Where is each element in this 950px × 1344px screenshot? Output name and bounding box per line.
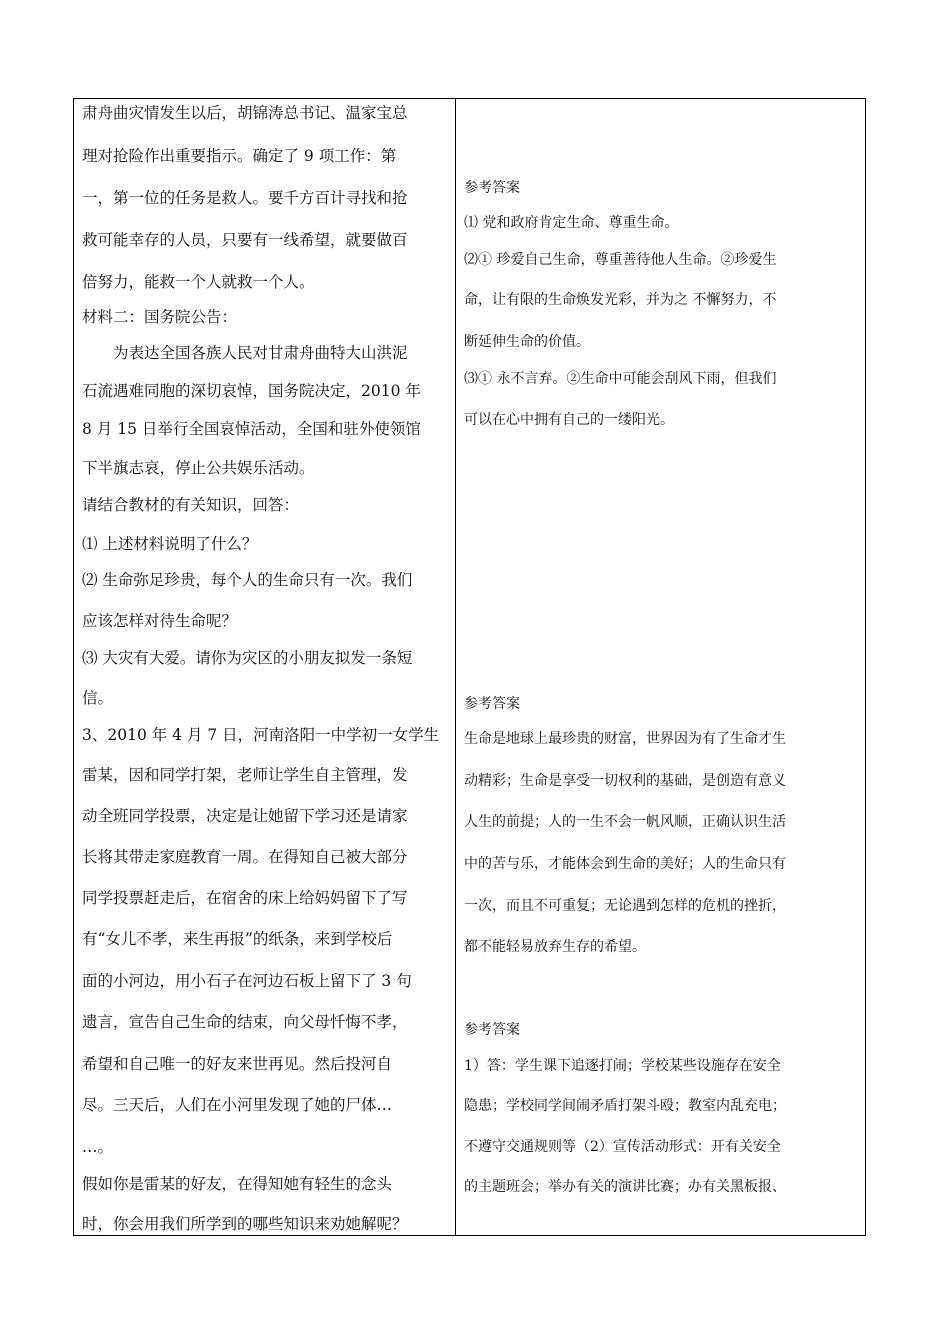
question-line: 长将其带走家庭教育一周。在得知自己被大部分 bbox=[82, 848, 408, 866]
question-line: 动全班同学投票，决定是让她留下学习还是请家 bbox=[82, 807, 408, 825]
question-line: …。 bbox=[82, 1138, 114, 1156]
answer-line: 不遵守交通规则等（2）宣传活动形式：开有关安全 bbox=[464, 1139, 781, 1155]
answer-heading: 参考答案 bbox=[464, 696, 520, 712]
question-item: ⑴ 上述材料说明了什么？ bbox=[82, 535, 258, 553]
question-line: 为表达全国各族人民对甘肃舟曲特大山洪泥 bbox=[113, 344, 408, 362]
answer-line: 生命是地球上最珍贵的财富，世界因为有了生命才生 bbox=[464, 731, 786, 747]
question-line: 应该怎样对待生命呢？ bbox=[82, 612, 238, 630]
question-line: 肃舟曲灾情发生以后，胡锦涛总书记、温家宝总 bbox=[82, 104, 408, 122]
answer-line: ⑶① 永不言弃。②生命中可能会刮风下雨，但我们 bbox=[464, 371, 777, 387]
answer-line: 人生的前提；人的一生不会一帆风顺，正确认识生活 bbox=[464, 814, 786, 830]
answer-line: 动精彩；生命是享受一切权利的基础，是创造有意义 bbox=[464, 773, 786, 789]
question-item: ⑵ 生命弥足珍贵，每个人的生命只有一次。我们 bbox=[82, 571, 413, 589]
question-line: 有“女儿不孝，来生再报”的纸条，来到学校后 bbox=[82, 930, 393, 948]
question-line: 遗言，宣告自己生命的结束，向父母忏悔不孝， bbox=[82, 1013, 408, 1031]
answer-line: 的主题班会；举办有关的演讲比赛；办有关黑板报、 bbox=[464, 1179, 786, 1195]
answer-heading: 参考答案 bbox=[464, 1022, 520, 1038]
question-line: 下半旗志哀，停止公共娱乐活动。 bbox=[82, 459, 315, 477]
answer-line: 都不能轻易放弃生存的希望。 bbox=[464, 939, 646, 955]
answer-line: 1）答：学生课下追逐打闹；学校某些设施存在安全 bbox=[464, 1058, 781, 1074]
question-line: 请结合教材的有关知识，回答： bbox=[82, 496, 300, 514]
question-line: 希望和自己唯一的好友来世再见。然后投河自 bbox=[82, 1055, 393, 1073]
answer-heading: 参考答案 bbox=[464, 180, 520, 196]
question-line: 石流遇难同胞的深切哀悼，国务院决定，2010 年 bbox=[82, 382, 421, 400]
question-line: 尽。三天后，人们在小河里发现了她的尸体… bbox=[82, 1096, 393, 1114]
answer-line: 隐患；学校同学间闹矛盾打架斗殴；教室内乱充电； bbox=[464, 1098, 786, 1114]
question-line: 时，你会用我们所学到的哪些知识来劝她解呢？ bbox=[82, 1215, 408, 1233]
question-line: 同学投票赶走后，在宿舍的床上给妈妈留下了写 bbox=[82, 889, 408, 907]
answer-line: 中的苦与乐，才能体会到生命的美好；人的生命只有 bbox=[464, 856, 786, 872]
answer-line: ⑴ 党和政府肯定生命、尊重生命。 bbox=[464, 215, 679, 231]
material-heading: 材料二：国务院公告： bbox=[82, 308, 238, 326]
question-line: 理对抢险作出重要指示。确定了 9 项工作：第 bbox=[82, 147, 397, 165]
question-line: 假如你是雷某的好友，在得知她有轻生的念头 bbox=[82, 1175, 393, 1193]
question-line: 倍努力，能救一个人就救一个人。 bbox=[82, 273, 315, 291]
question-line: 面的小河边，用小石子在河边石板上留下了 3 句 bbox=[82, 972, 412, 990]
answer-line: 一次，而且不可重复；无论遇到怎样的危机的挫折， bbox=[464, 898, 786, 914]
question-line: 雷某，因和同学打架，老师让学生自主管理，发 bbox=[82, 766, 408, 784]
question-item: ⑶ 大灾有大爱。请你为灾区的小朋友拟发一条短 bbox=[82, 649, 413, 667]
answer-line: ⑵① 珍爱自己生命，尊重善待他人生命。②珍爱生 bbox=[464, 252, 777, 268]
question-line: 信。 bbox=[82, 689, 114, 707]
question-line: 救可能幸存的人员，只要有一线希望，就要做百 bbox=[82, 231, 408, 249]
question-line: 3、2010 年 4 月 7 日，河南洛阳一中学初一女学生 bbox=[82, 726, 440, 744]
answer-line: 断延伸生命的价值。 bbox=[464, 334, 590, 350]
answer-line: 命，让有限的生命焕发光彩，并为之 不懈努力，不 bbox=[464, 292, 777, 308]
question-line: 一，第一位的任务是救人。要千方百计寻找和抢 bbox=[82, 189, 408, 207]
column-divider bbox=[455, 98, 456, 1236]
question-line: 8 月 15 日举行全国哀悼活动，全国和驻外使领馆 bbox=[82, 420, 421, 438]
answer-line: 可以在心中拥有自己的一缕阳光。 bbox=[464, 412, 674, 428]
